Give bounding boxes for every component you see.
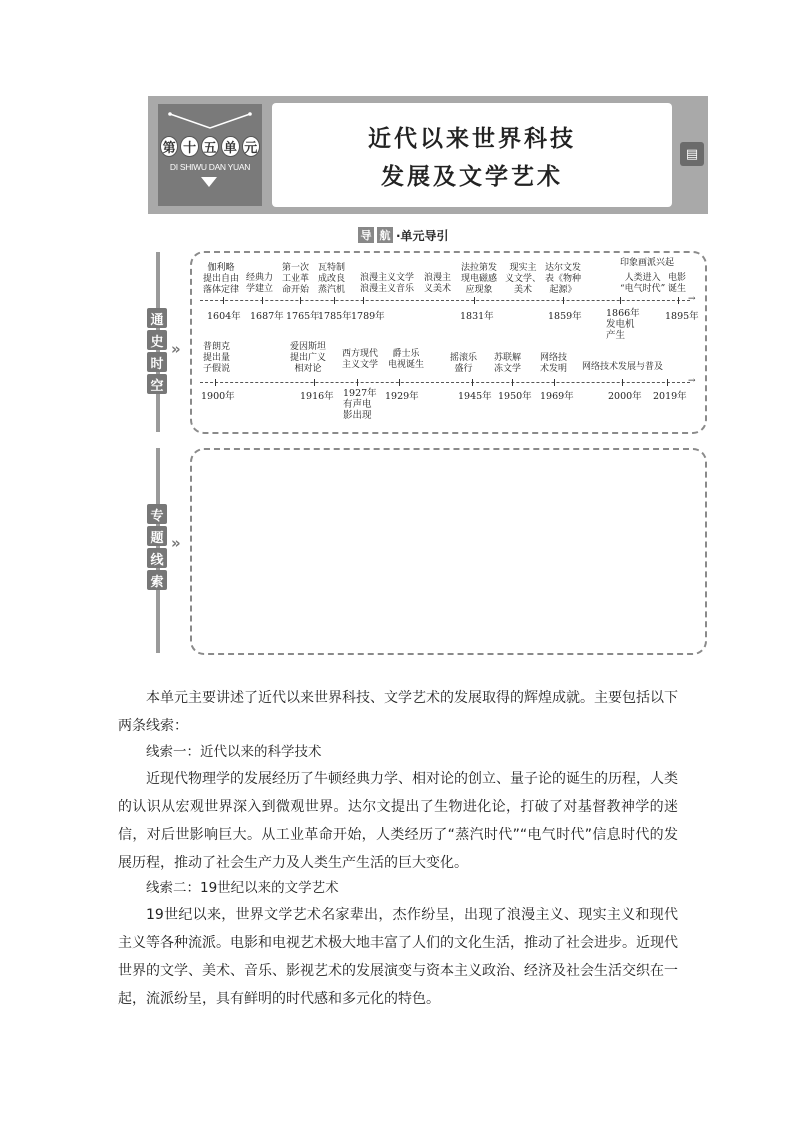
timeline-tick bbox=[563, 297, 564, 304]
timeline-tick bbox=[620, 297, 621, 304]
clue1-paragraph: 近现代物理学的发展经历了牛顿经典力学、相对论的创立、量子论的诞生的历程，人类的认识从宏观世界深入到微观世界。达尔文提出了生物进化论，打破了对基督教神学的迷信，对后世影响巨大。从工业革命开始，人类经历了“蒸汽时代”“电气时代”信息时代的发展历程，推动了社会生产力及人类生产生活的巨大变化。 bbox=[118, 771, 678, 871]
timeline-event: 普朗克 提出量 子假说 bbox=[203, 342, 231, 374]
timeline-event: 第一次 工业革 命开始 bbox=[282, 263, 310, 295]
timeline-year: 1969年 bbox=[540, 391, 574, 402]
timeline-tick bbox=[512, 379, 513, 386]
timeline-tick bbox=[314, 379, 315, 386]
timeline-year: 1785年 bbox=[318, 311, 352, 322]
timeline-year: 1895年 bbox=[665, 311, 699, 322]
unit-char: 第 bbox=[160, 136, 178, 157]
timeline-event: 电影 诞生 bbox=[668, 273, 687, 294]
clue2-title: 线索二：19世纪以来的文学艺术 bbox=[146, 880, 339, 896]
timeline-year: 2019年 bbox=[653, 391, 687, 402]
unit-char: 十 bbox=[180, 136, 198, 157]
timeline-year: 1950年 bbox=[498, 391, 532, 402]
clue1-title: 线索一：近代以来的科学技术 bbox=[146, 744, 322, 760]
timeline-event: 摇滚乐 盛行 bbox=[450, 353, 478, 374]
label-char: 索 bbox=[147, 570, 167, 590]
timeline-event: 印象画派兴起 bbox=[620, 258, 675, 268]
unit-char: 五 bbox=[201, 136, 219, 157]
timeline-year: 1687年 bbox=[250, 311, 284, 322]
guide-label bbox=[358, 226, 449, 244]
timeline-event: 瓦特制 成改良 蒸汽机 bbox=[318, 263, 346, 295]
label-char: 线 bbox=[147, 548, 167, 568]
unit-char: 单 bbox=[221, 136, 239, 157]
timeline-tick bbox=[554, 379, 555, 386]
guide-char: 导 bbox=[358, 227, 374, 243]
timeline-year: 1929年 bbox=[385, 391, 419, 402]
double-chevron-right-icon: » bbox=[171, 340, 181, 358]
timeline-event: 现实主 义文学、 美术 bbox=[505, 263, 542, 295]
timeline-year: 1604年 bbox=[207, 311, 241, 322]
clue-section-label bbox=[147, 504, 169, 590]
page-title-line2: 发展及文学艺术 bbox=[381, 164, 563, 190]
timeline-event: 网络技术发展与普及 bbox=[582, 362, 664, 372]
unit-badge-decoration bbox=[166, 112, 254, 130]
timeline-tick bbox=[667, 379, 668, 386]
timeline-tick bbox=[622, 379, 623, 386]
unit-triangle-icon bbox=[201, 177, 217, 187]
label-char: 时 bbox=[147, 352, 167, 372]
timeline-event: 法拉第发 现电磁感 应现象 bbox=[461, 263, 498, 295]
timeline-tick bbox=[678, 297, 679, 304]
timeline-event: 伽利略 提出自由 落体定律 bbox=[203, 263, 240, 295]
timeline-axis bbox=[200, 300, 690, 301]
label-char: 题 bbox=[147, 526, 167, 546]
timeline-event: 经典力 学建立 bbox=[246, 273, 274, 294]
clue-panel bbox=[190, 448, 707, 655]
timeline-tick bbox=[223, 297, 224, 304]
timeline-event: 达尔文发 表《物种 起源》 bbox=[545, 263, 582, 295]
timeline-event: 西方现代 主义文学 bbox=[342, 349, 379, 370]
timeline-event: 人类进入 “电气时代” bbox=[620, 273, 666, 294]
timeline-year: 1916年 bbox=[300, 391, 334, 402]
label-char: 专 bbox=[147, 504, 167, 524]
timeline-year: 1900年 bbox=[201, 391, 235, 402]
timeline-axis bbox=[200, 382, 690, 383]
timeline-year: 1831年 bbox=[460, 311, 494, 322]
timeline-event: 苏联解 冻文学 bbox=[494, 353, 522, 374]
timeline-event: 爱因斯坦 提出广义 相对论 bbox=[290, 342, 327, 374]
book-icon: ▤ bbox=[680, 142, 704, 166]
timeline-tick bbox=[474, 297, 475, 304]
timeline-tick bbox=[363, 297, 364, 304]
timeline-tick bbox=[399, 379, 400, 386]
label-char: 空 bbox=[147, 374, 167, 394]
timeline-year: 1789年 bbox=[351, 311, 385, 322]
timeline-event: 网络技 术发明 bbox=[540, 353, 568, 374]
timeline-tick bbox=[334, 297, 335, 304]
timeline-tick bbox=[472, 379, 473, 386]
timeline-year: 1927年 有声电 影出现 bbox=[343, 388, 377, 421]
arrow-right-icon: → bbox=[688, 376, 696, 386]
timeline-tick bbox=[357, 379, 358, 386]
timeline-event: 浪漫主义文学 浪漫主义音乐 bbox=[360, 273, 415, 294]
unit-char: 元 bbox=[242, 136, 260, 157]
double-chevron-right-icon: » bbox=[171, 534, 181, 552]
label-char: 史 bbox=[147, 330, 167, 350]
unit-pinyin: DI SHIWU DAN YUAN bbox=[169, 162, 251, 172]
clue2-paragraph: 19世纪以来，世界文学艺术名家辈出，杰作纷呈，出现了浪漫主义、现实主义和现代主义等各种流派。电影和电视艺术极大地丰富了人们的文化生活，推动了社会进步。近现代世界的文学、美术、音乐、影视艺术的发展演变与资本主义政治、经济及社会生活交织在一起，流派纷呈，具有鲜明的时代感和多元化的特色。 bbox=[118, 907, 678, 1007]
timeline-year: 1765年 bbox=[286, 311, 320, 322]
timeline-tick bbox=[262, 297, 263, 304]
title-box bbox=[272, 103, 672, 207]
intro-paragraph: 本单元主要讲述了近代以来世界科技、文学艺术的发展取得的辉煌成就。主要包括以下两条线索： bbox=[118, 690, 678, 734]
timeline-tick bbox=[215, 379, 216, 386]
timeline-section-label bbox=[147, 308, 169, 394]
timeline-year: 1859年 bbox=[548, 311, 582, 322]
timeline-year: 1866年 发电机 产生 bbox=[606, 308, 640, 341]
label-char: 通 bbox=[147, 308, 167, 328]
guide-char: 航 bbox=[377, 227, 393, 243]
unit-number bbox=[160, 136, 260, 158]
guide-text: ·单元导引 bbox=[396, 228, 449, 243]
timeline-event: 浪漫主 义美术 bbox=[424, 273, 452, 294]
page-title-line1: 近代以来世界科技 bbox=[368, 126, 576, 152]
timeline-year: 2000年 bbox=[608, 391, 642, 402]
arrow-right-icon: → bbox=[688, 294, 696, 304]
timeline-event: 爵士乐 电视诞生 bbox=[388, 349, 425, 370]
timeline-year: 1945年 bbox=[458, 391, 492, 402]
timeline-tick bbox=[300, 297, 301, 304]
